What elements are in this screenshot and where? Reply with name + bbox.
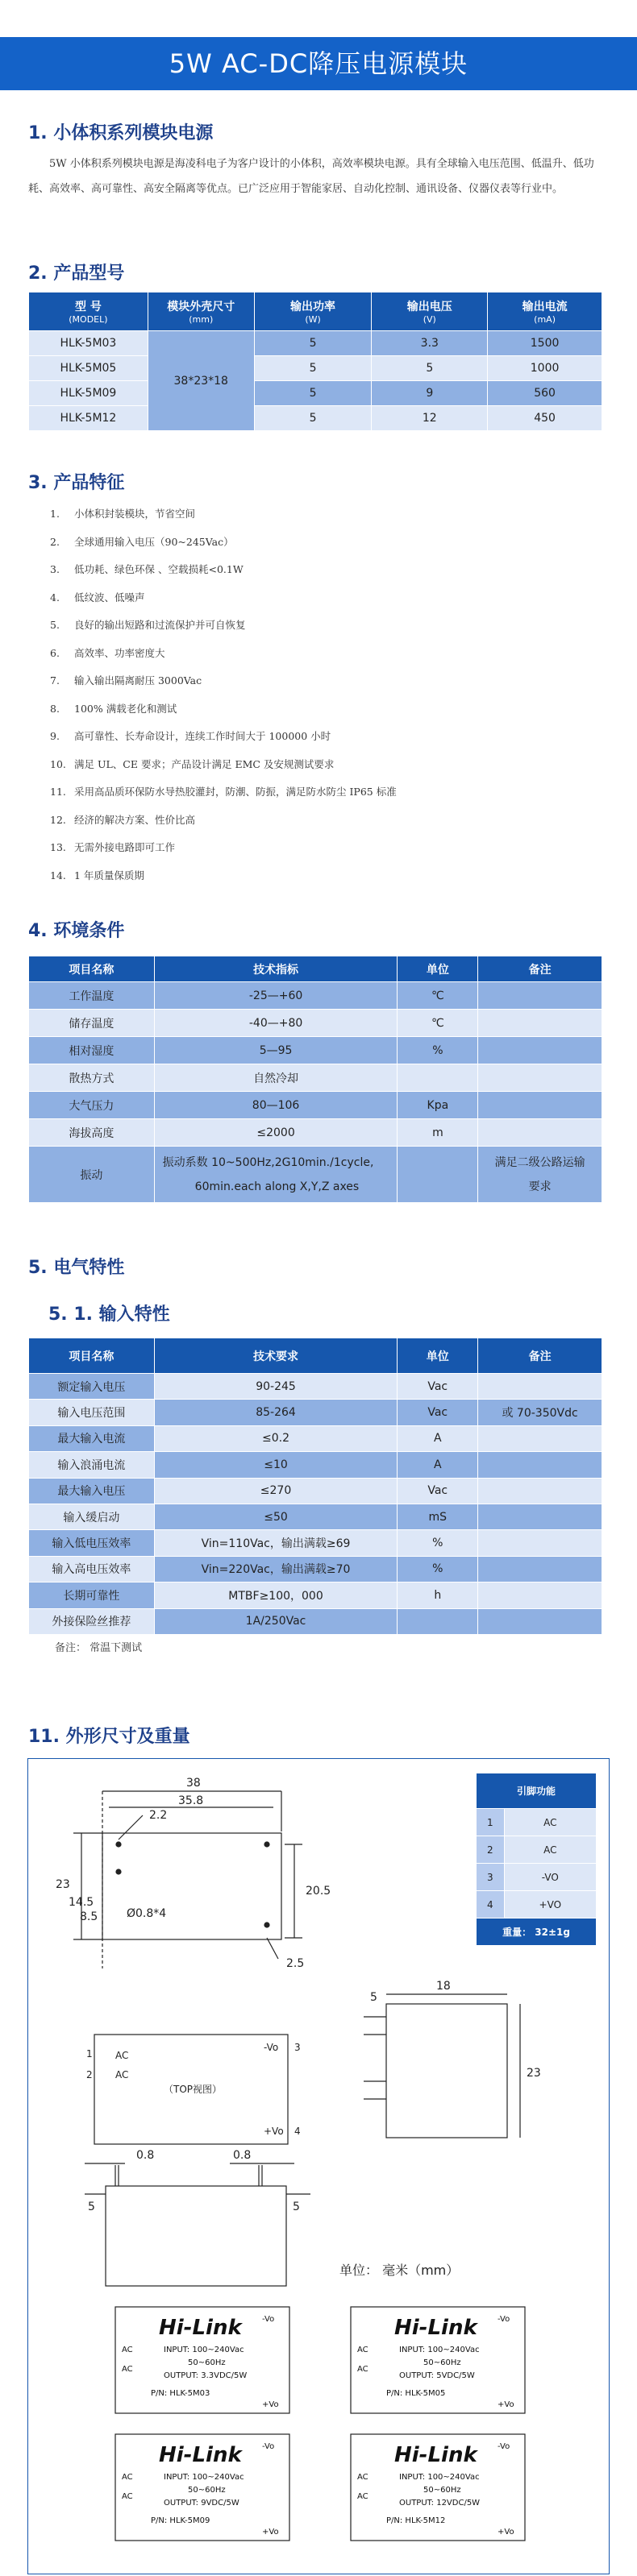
power-cell: 5 (254, 406, 372, 431)
feature-item (50, 840, 175, 854)
input-name-cell: 输入低电压效率 (29, 1530, 155, 1556)
voltage-cell: 9 (372, 381, 488, 406)
page-title: 5W AC-DC降压电源模块 (0, 37, 637, 90)
feature-number: 3. (50, 563, 60, 575)
voltage-header: 输出电压 (V) (372, 292, 488, 331)
label-pin-vo-neg: -Vo (262, 2442, 275, 2451)
feature-item (50, 701, 177, 716)
top-pin-ac-2: AC (115, 2069, 129, 2080)
label-frequency: 50~60Hz (423, 2358, 461, 2367)
feature-text: 低纹波、低噪声 (74, 591, 145, 604)
section-5-1-heading: 5. 1. 输入特性 (48, 1305, 170, 1325)
dim-18-label: 18 (436, 1980, 451, 1993)
label-part-number: P/N: HLK-5M12 (386, 2516, 446, 2525)
input-unit-cell: Vac (398, 1478, 478, 1504)
input-header-unit: 单位 (398, 1338, 478, 1374)
feature-number: 9. (50, 730, 60, 742)
input-header-note: 备注 (478, 1338, 602, 1374)
feature-number: 5. (50, 619, 60, 631)
model-cell: HLK-5M05 (29, 356, 148, 381)
feature-number: 4. (50, 591, 60, 604)
input-note-cell (478, 1425, 602, 1451)
label-input: INPUT: 100~240Vac (164, 2346, 244, 2354)
feature-item (50, 673, 202, 687)
input-name-cell: 长期可靠性 (29, 1583, 155, 1608)
input-spec-cell: Vin=220Vac，输出满载≥70 (154, 1556, 398, 1582)
input-unit-cell: A (398, 1452, 478, 1478)
table-row (29, 1478, 602, 1504)
feature-number: 11. (50, 786, 66, 798)
input-note-cell (478, 1478, 602, 1504)
dim-8-5-label: 8.5 (80, 1910, 98, 1923)
label-part-number: P/N: HLK-5M05 (386, 2389, 446, 2398)
power-header: 输出功率 (W) (254, 292, 372, 331)
input-spec-cell: ≤0.2 (154, 1425, 398, 1451)
label-frequency: 50~60Hz (188, 2358, 226, 2367)
feature-text: 输入输出隔离耐压 3000Vac (74, 674, 202, 687)
feature-item (50, 812, 195, 827)
feature-text: 低功耗、绿色环保 、空载损耗<0.1W (74, 563, 244, 575)
input-name-cell: 输入电压范围 (29, 1400, 155, 1425)
table-row: 工作温度 -25—+60 ℃ (29, 982, 602, 1010)
input-unit-cell: Vac (398, 1400, 478, 1425)
label-pin-ac-1: AC (122, 2473, 133, 2482)
current-header: 输出电流 (mA) (488, 292, 602, 331)
dim-20-5-label: 20.5 (306, 1885, 331, 1898)
label-output: OUTPUT: 3.3VDC/5W (164, 2371, 248, 2380)
voltage-cell: 5 (372, 356, 488, 381)
input-note-cell (478, 1583, 602, 1608)
input-spec-cell: 1A/250Vac (154, 1608, 398, 1634)
current-cell: 560 (488, 381, 602, 406)
dim-5-left-label: 5 (88, 2201, 95, 2213)
environment-table (28, 956, 602, 1203)
size-cell: 38*23*18 (148, 331, 254, 431)
dim-2-2-label: 2.2 (149, 1809, 168, 1822)
label-input: INPUT: 100~240Vac (164, 2473, 244, 2482)
feature-item (50, 617, 246, 632)
env-header-unit: 单位 (398, 956, 478, 982)
input-spec-cell: 85-264 (154, 1400, 398, 1425)
module-outline-front (106, 2186, 286, 2286)
feature-item (50, 784, 397, 799)
input-table (28, 1338, 602, 1635)
dim-38-label: 38 (186, 1777, 201, 1790)
label-output: OUTPUT: 9VDC/5W (164, 2499, 239, 2508)
brand-logo: Hi-Link (394, 2316, 477, 2340)
input-spec-cell: 90-245 (154, 1374, 398, 1400)
input-name-cell: 额定输入电压 (29, 1374, 155, 1400)
input-spec-cell: ≤10 (154, 1452, 398, 1478)
module-outline-end (386, 2004, 507, 2138)
label-pin-vo-pos: +Vo (262, 2400, 279, 2409)
feature-item (50, 506, 195, 521)
section-5-heading: 5. 电气特性 (28, 1258, 125, 1278)
pin-function-table: 引脚功能 1 AC 2 AC 3 -VO 4 +VO 重量： 32±1g (476, 1773, 597, 1931)
voltage-cell: 3.3 (372, 331, 488, 356)
label-part-number: P/N: HLK-5M03 (151, 2389, 210, 2398)
dim-5-label: 5 (370, 1991, 377, 2004)
weight-label: 重量： 32±1g (477, 1919, 597, 1946)
input-spec-cell: ≤50 (154, 1504, 398, 1529)
feature-text: 经济的解决方案、性价比高 (74, 813, 196, 826)
feature-text: 高可靠性、长寿命设计，连续工作时间大于 100000 小时 (74, 730, 331, 742)
table-row: 散热方式 自然冷却 (29, 1064, 602, 1092)
current-cell: 1500 (488, 331, 602, 356)
table-row (29, 381, 602, 406)
feature-number: 13. (50, 841, 66, 853)
model-table (28, 292, 602, 431)
label-pin-ac-2: AC (357, 2492, 368, 2501)
table-row: 海拔高度 ≤2000 m (29, 1119, 602, 1147)
input-header-spec: 技术要求 (154, 1338, 398, 1374)
input-unit-cell: % (398, 1530, 478, 1556)
feature-item (50, 590, 145, 604)
feature-text: 高效率、功率密度大 (74, 646, 165, 659)
dim-0-8-right-label: 0.8 (233, 2149, 252, 2162)
current-cell: 450 (488, 406, 602, 431)
label-pin-vo-pos: +Vo (498, 2528, 514, 2537)
input-note-cell (478, 1504, 602, 1529)
model-cell: HLK-5M09 (29, 381, 148, 406)
table-row (29, 1425, 602, 1451)
module-outline-side (102, 1833, 281, 1939)
table-row: 储存温度 -40—+80 ℃ (29, 1010, 602, 1037)
dim-5-right-label: 5 (293, 2201, 300, 2213)
section-1-heading: 1. 小体积系列模块电源 (28, 123, 214, 143)
table-row (29, 1530, 602, 1556)
feature-number: 2. (50, 535, 60, 548)
label-pin-ac-1: AC (122, 2346, 133, 2354)
label-input: INPUT: 100~240Vac (399, 2346, 480, 2354)
table-row (29, 1608, 602, 1634)
svg-text:4: 4 (294, 2126, 301, 2137)
feature-item (50, 728, 331, 743)
section-2-heading: 2. 产品型号 (28, 263, 125, 284)
label-frequency: 50~60Hz (188, 2486, 226, 2495)
dim-0-8-left-label: 0.8 (136, 2149, 155, 2162)
input-name-cell: 输入高电压效率 (29, 1556, 155, 1582)
table-row: 振动 振动系数 10~500Hz,2G10min./1cycle, 60min.each along X,Y,Z axes 满足二级公路运输 要求 (29, 1147, 602, 1203)
label-frequency: 50~60Hz (423, 2486, 461, 2495)
power-cell: 5 (254, 356, 372, 381)
dim-2-5-label: 2.5 (286, 1957, 305, 1970)
svg-text:1: 1 (86, 2048, 93, 2060)
top-pin-ac-1: AC (115, 2050, 129, 2061)
table-row (29, 1374, 602, 1400)
model-header: 型 号 (MODEL) (29, 292, 148, 331)
dim-23-side-label: 23 (527, 2067, 541, 2080)
input-spec-cell: MTBF≥100，000 (154, 1583, 398, 1608)
table-row (29, 1583, 602, 1608)
section-3-heading: 3. 产品特征 (28, 473, 125, 493)
label-pin-ac-1: AC (357, 2346, 368, 2354)
feature-text: 小体积封装模块，节省空间 (74, 508, 196, 520)
input-name-cell: 最大输入电流 (29, 1425, 155, 1451)
input-header-name: 项目名称 (29, 1338, 155, 1374)
table-row (29, 1556, 602, 1582)
feature-number: 1. (50, 508, 60, 520)
input-name-cell: 外接保险丝推荐 (29, 1608, 155, 1634)
hole-label: Ø0.8*4 (127, 1907, 167, 1920)
input-note-cell: 或 70-350Vdc (478, 1400, 602, 1425)
table-row (29, 1452, 602, 1478)
input-unit-cell: mS (398, 1504, 478, 1529)
label-pin-ac-2: AC (357, 2365, 368, 2374)
feature-number: 10. (50, 757, 66, 770)
unit-label: 单位： 毫米（mm） (339, 2263, 460, 2278)
label-pin-vo-neg: -Vo (498, 2442, 510, 2451)
table-row: 相对湿度 5—95 % (29, 1037, 602, 1064)
feature-number: 7. (50, 674, 60, 687)
input-note-cell (478, 1530, 602, 1556)
feature-item (50, 534, 234, 549)
brand-logo: Hi-Link (394, 2443, 477, 2467)
input-unit-cell: Vac (398, 1374, 478, 1400)
feature-number: 6. (50, 646, 60, 659)
feature-text: 良好的输出短路和过流保护并可自恢复 (74, 619, 246, 631)
label-pin-vo-neg: -Vo (262, 2315, 275, 2324)
input-unit-cell (398, 1608, 478, 1634)
feature-text: 满足 UL、CE 要求；产品设计满足 EMC 及安规测试要求 (74, 757, 335, 770)
dim-35-8-label: 35.8 (178, 1794, 204, 1807)
feature-text: 1 年质量保质期 (74, 869, 144, 881)
label-pin-ac-1: AC (357, 2473, 368, 2482)
input-unit-cell: % (398, 1556, 478, 1582)
power-cell: 5 (254, 331, 372, 356)
env-header-note: 备注 (478, 956, 602, 982)
feature-text: 采用高品质环保防水导热胶灌封，防潮、防振，满足防水防尘 IP65 标准 (74, 786, 397, 798)
top-pin-vo-pos: +Vo (264, 2126, 284, 2137)
feature-item (50, 645, 165, 660)
svg-text:3: 3 (294, 2042, 301, 2053)
feature-text: 100% 满载老化和测试 (74, 702, 177, 715)
feature-item (50, 757, 334, 771)
label-pin-ac-2: AC (122, 2365, 133, 2374)
label-output: OUTPUT: 12VDC/5W (399, 2499, 481, 2508)
feature-number: 8. (50, 702, 60, 715)
model-cell: HLK-5M12 (29, 406, 148, 431)
model-cell: HLK-5M03 (29, 331, 148, 356)
table-row (29, 356, 602, 381)
section-4-heading: 4. 环境条件 (28, 921, 125, 941)
feature-text: 无需外接电路即可工作 (74, 841, 176, 853)
input-name-cell: 最大输入电压 (29, 1478, 155, 1504)
input-note-cell (478, 1608, 602, 1634)
dim-14-5-label: 14.5 (69, 1896, 94, 1909)
current-cell: 1000 (488, 356, 602, 381)
label-pin-vo-pos: +Vo (498, 2400, 514, 2409)
top-view-label: （TOP视图） (164, 2084, 223, 2095)
input-note-cell (478, 1556, 602, 1582)
dim-23-label: 23 (56, 1878, 70, 1891)
brand-logo: Hi-Link (159, 2443, 242, 2467)
feature-item (50, 562, 244, 576)
label-pin-ac-2: AC (122, 2492, 133, 2501)
label-input: INPUT: 100~240Vac (399, 2473, 480, 2482)
label-pin-vo-neg: -Vo (498, 2315, 510, 2324)
table-row (29, 331, 602, 356)
intro-paragraph: 5W 小体积系列模块电源是海凌科电子为客户设计的小体积，高效率模块电源。具有全球输入电压范围、低温升、低功耗、高效率、高可靠性、高安全隔离等优点。已广泛应用于智能家居、自动化控制、通讯设备、仪器仪表等行业中。 (28, 158, 594, 195)
table-row (29, 406, 602, 431)
input-unit-cell: h (398, 1583, 478, 1608)
input-note-cell (478, 1452, 602, 1478)
feature-number: 12. (50, 813, 66, 826)
input-name-cell: 输入缓启动 (29, 1504, 155, 1529)
label-part-number: P/N: HLK-5M09 (151, 2516, 210, 2525)
voltage-cell: 12 (372, 406, 488, 431)
input-name-cell: 输入浪涌电流 (29, 1452, 155, 1478)
input-spec-cell: ≤270 (154, 1478, 398, 1504)
label-pin-vo-pos: +Vo (262, 2528, 279, 2537)
input-footnote: 备注： 常温下测试 (55, 1642, 143, 1654)
size-header: 模块外壳尺寸 (mm) (148, 292, 254, 331)
section-11-heading: 11. 外形尺寸及重量 (28, 1727, 190, 1747)
top-pin-vo-neg: -Vo (264, 2042, 279, 2053)
label-output: OUTPUT: 5VDC/5W (399, 2371, 475, 2380)
feature-text: 全球通用输入电压（90~245Vac） (74, 535, 234, 548)
table-row (29, 1400, 602, 1425)
input-unit-cell: A (398, 1425, 478, 1451)
power-cell: 5 (254, 381, 372, 406)
input-note-cell (478, 1374, 602, 1400)
brand-logo: Hi-Link (159, 2316, 242, 2340)
env-header-name: 项目名称 (29, 956, 155, 982)
table-row (29, 1504, 602, 1529)
feature-item (50, 868, 144, 882)
env-header-spec: 技术指标 (154, 956, 398, 982)
input-spec-cell: Vin=110Vac，输出满载≥69 (154, 1530, 398, 1556)
svg-text:2: 2 (86, 2069, 93, 2080)
pin-table-title: 引脚功能 (477, 1773, 597, 1809)
feature-number: 14. (50, 869, 66, 881)
table-row: 大气压力 80—106 Kpa (29, 1092, 602, 1119)
